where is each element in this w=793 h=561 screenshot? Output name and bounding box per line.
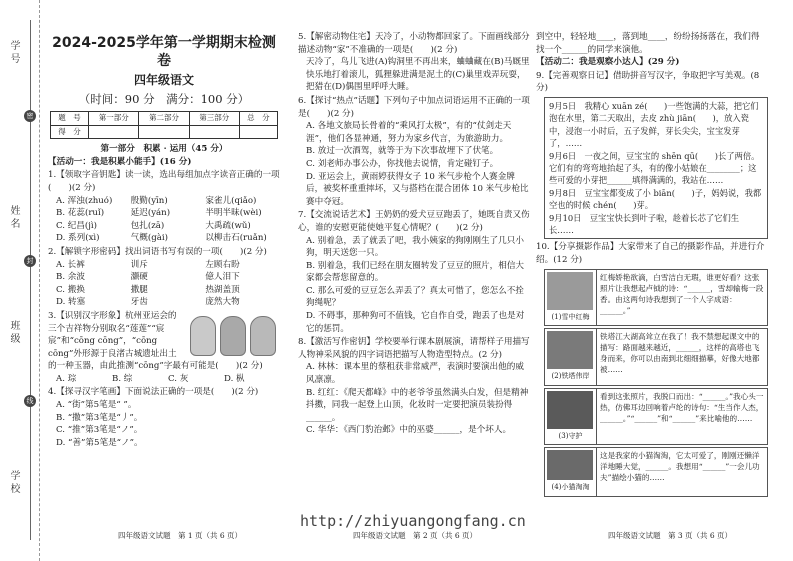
question-8-tail: 到空中，轻轻地____，落到地____，纷纷扬扬落在，我们得找一个______的同学来演他。 xyxy=(536,32,760,55)
option: A. 浑浊(zhuó) xyxy=(56,195,113,206)
option: A. 长裤 xyxy=(56,259,85,270)
seal-marker-feng: 封 xyxy=(24,255,36,267)
option: C. 搬换 xyxy=(56,284,85,295)
tower-photo xyxy=(547,331,593,369)
score-cell: 得 分 xyxy=(51,125,89,139)
option: B. 花蕊(ruǐ) xyxy=(56,208,105,219)
question-5: 5.【解密动物住宅】天冷了，小动物都回家了。下面画线部分描述动物“家”不准确的一项是( )(2 分) xyxy=(298,32,530,55)
score-cell: 题 号 xyxy=(51,112,89,126)
option: 气概(gài) xyxy=(130,233,168,244)
option: C. 纪昌(jì) xyxy=(56,220,98,231)
seal-line xyxy=(30,20,31,540)
option: D. 枞 xyxy=(224,373,245,384)
photo-item xyxy=(544,388,768,446)
question-6-option: A. 各地文旅局长骨着的“乘风打太极”，有的“仗剑走天涯”，他们各显神通，努力为家乡代言，为旅游助力。 xyxy=(306,121,512,144)
photo-caption: (3)守护 xyxy=(558,431,583,440)
option: 億人泪下 xyxy=(205,272,240,283)
score-header-row xyxy=(51,112,278,126)
question-4-option: D. “善”第5笔是“ノ”。 xyxy=(56,437,143,448)
name-label: 姓 名 xyxy=(8,205,19,229)
option: D. 转塞 xyxy=(56,297,86,308)
mascots-image xyxy=(188,312,280,360)
option: D. 系列(xì) xyxy=(56,233,100,244)
question-2-options xyxy=(48,259,280,309)
exam-time: （时间：90 分 满分：100 分） xyxy=(78,92,250,106)
question-4-option: C. “推”第3笔是“ノ”。 xyxy=(56,425,143,436)
question-7-option: C. 那么可爱的豆豆怎么弄丢了？真太可惜了，您怎么不拴狗绳呢？ xyxy=(306,285,524,309)
option: 延迟(yán) xyxy=(130,208,171,219)
score-cell: 第一部分 xyxy=(89,112,139,126)
question-3-options xyxy=(48,373,280,386)
soldier-photo xyxy=(547,391,593,429)
question-4-option: B. “撒”第3笔是“丿”。 xyxy=(56,412,143,423)
exam-subtitle: 四年级语文 xyxy=(133,73,194,87)
part-heading: 第一部分 积累 · 运用（45 分） xyxy=(100,144,228,155)
option: C. 灰 xyxy=(168,373,189,384)
score-value-row xyxy=(51,125,278,139)
mascot-figure xyxy=(250,316,276,356)
photo-caption: (4)小猫淘淘 xyxy=(551,483,590,492)
page-3-footer: 四年级语文试题 第 3 页（共 6 页） xyxy=(607,531,733,540)
question-6: 6.【探讨“热点”话题】下列句子中加点词语运用不正确的一项是( )(2 分) xyxy=(298,95,530,119)
watermark-url: http://zhiyuangongfang.cn xyxy=(300,512,526,530)
option: 左顾右盼 xyxy=(205,259,240,270)
question-7-option: D. 不碍事，那种狗可不值钱，它自作自受，跑丢了也是对它的惩罚。 xyxy=(306,311,525,334)
option: B. 综 xyxy=(112,373,133,384)
score-input-cell[interactable] xyxy=(239,125,277,139)
photo-description: 红梅娇艳欲滴，白雪洁白无瑕，谁更好看？这张照片让我想起卢钺的诗：“______，雪却输梅一段香。由这两句诗我想到了一个人字成语：______。” xyxy=(600,272,764,315)
question-4: 4.【探寻汉字笔画】下面说法正确的一项是( )(2 分) xyxy=(48,387,259,398)
question-7-option: A. 别着急，丢了就丢了吧，我小姨家的狗刚刚生了几只小狗，明天送您一只。 xyxy=(306,235,524,259)
photo-item xyxy=(544,447,768,497)
diary-entry: 9月8日 豆宝宝都变成了小 biān( )子，妈妈说，我都空也的时候 chén( )芽。 xyxy=(549,187,762,211)
seal-marker-mi: 密 xyxy=(24,110,36,122)
photo-frame xyxy=(545,389,597,445)
question-8-option: C. 华华：《西门豹治邺》中的巫婆______，是个坏人。 xyxy=(306,425,512,436)
diary-entry: 9月5日 我精心 xuān zé( )一些饱满的大蒜，把它们泡在水里，第二天取出，去皮 zhù jiān( )，放入瓷中，浸泡一小时后，五子发鲜，芽长尖尖，宝宝发芽了，…… xyxy=(549,100,759,149)
option: 以柳击石(ruǎn) xyxy=(205,233,267,244)
question-9: 9.【完善观察日记】借助拼音写汉字，争取把字写美观。(8 分) xyxy=(536,70,760,94)
option: 半明半昧(wèi) xyxy=(205,208,262,219)
option: 热湖盖顶 xyxy=(205,284,240,295)
diary-entry: 9月6日 一夜之间，豆宝宝的 shēn qū( )长了两倍。它们有的弯弯地抬起了头，有的像小姑娘在________；这些可爱的小芽把______填得满满的，我站在…… xyxy=(549,150,760,186)
photo-item xyxy=(544,269,768,327)
plum-photo xyxy=(547,272,593,310)
question-8-option: B. 红红：《爬天都峰》中的老爷爷虽然满头白发，但是精神抖擞，同我一起登上山顶，化妆时一定要把演员装扮得______。 xyxy=(306,387,529,423)
activity-heading-2: 【活动二：我是观察小达人】(29 分) xyxy=(536,57,680,68)
score-input-cell[interactable] xyxy=(89,125,139,139)
question-1-options xyxy=(48,195,280,245)
seal-marker-xian: 线 xyxy=(24,395,36,407)
photo-description: 铁塔江大湖高耸立在我了！我不禁想起课文中的描写：路面越来越近，______，这样的高塔也飞身而来，你可以由南到北细细描摹，好像大地都被…… xyxy=(600,332,760,375)
score-cell: 第二部分 xyxy=(139,112,189,126)
question-8-option: A. 林林：课本里的蔡租获非常威严，表演时要演出他的威风凛凛。 xyxy=(306,362,524,386)
mascot-figure xyxy=(190,316,216,356)
question-2: 2.【解锁字形密码】找出词语书写有误的一项( )(2 分) xyxy=(48,246,267,257)
option: A. 琮 xyxy=(56,373,77,384)
photo-frame xyxy=(545,270,597,326)
exam-title: 2024-2025学年第一学期期末检测卷 xyxy=(52,35,276,69)
photo-description: 这是我家的小猫淘淘，它太可爱了，刚刚还懒洋洋地睡大觉，______。我想用“______”一会儿功夫”描绘小猫的…… xyxy=(600,451,760,483)
question-3-text: 3.【识别汉字形象】杭州亚运会的三个吉祥物分别取名“莲莲”“宸宸”和“cōng cōng”，“cōng cōng”外形源于良渚古城遗址出土的一种玉器，由此推测“cōng”字最有可能是( )(2 分) xyxy=(48,310,263,372)
option: 庞然大物 xyxy=(205,297,240,308)
photo-caption: (2)铁塔伟岸 xyxy=(551,372,590,381)
option: 家雀儿(qiǎo) xyxy=(205,195,257,206)
question-5-passage: 天冷了，鸟儿飞进(A)钩洞里不再出来，蛐蛐藏在(B)马厩里快乐地打着滚儿，狐狸躲进满是泥土的(C)巢里戏弄玩耍，把猎在(D)偶围里呼呼大睡。 xyxy=(306,57,530,93)
score-input-cell[interactable] xyxy=(189,125,239,139)
question-4-option: A. “街”第5笔是“ ”。 xyxy=(56,400,137,411)
diary-entry: 9月10日 豆宝宝快长到叶子啦，趁着长芯了它们生长…… xyxy=(549,212,740,236)
question-7: 7.【交流说话艺术】王奶奶的爱犬豆豆跑丢了，她既自责又伤心，谁的安慰更能使她平复心情呢？( )(2 分) xyxy=(298,210,530,233)
score-cell: 第三部分 xyxy=(189,112,239,126)
score-input-cell[interactable] xyxy=(139,125,189,139)
photo-item xyxy=(544,328,768,386)
option: 撒腿 xyxy=(130,284,148,295)
student-id-label: 学 号 xyxy=(8,40,19,64)
cat-photo xyxy=(547,450,593,480)
class-label: 班 级 xyxy=(8,320,19,344)
page-3-column xyxy=(536,30,768,497)
question-8: 8.【激活写作密钥】学校要举行课本剧展演，请帮样子用描写人物神采风貌的四字词语把描写人物造型特点。(2 分) xyxy=(298,337,530,360)
activity-heading: 【活动一：我是积累小能手】(16 分) xyxy=(48,156,192,167)
question-3 xyxy=(48,310,280,373)
page-1-column xyxy=(48,34,280,449)
score-cell: 总 分 xyxy=(239,112,277,126)
mascot-figure xyxy=(220,316,246,356)
option: 大禹疏(wǔ) xyxy=(205,220,251,231)
page-2-column xyxy=(298,30,530,437)
binding-strip xyxy=(0,0,40,561)
option: 训斥 xyxy=(130,259,148,270)
school-label: 学 校 xyxy=(8,470,19,494)
photo-description: 看到这张照片，我脱口而出：“______。”我心头一热，仿佛耳边回响着卢纶的诗句：“生当作人杰，______。”“______”和“______”来比喻他的…… xyxy=(600,391,764,423)
option: B. 余波 xyxy=(56,272,85,283)
question-10: 10.【分享摄影作品】大家带来了自己的摄影作品，并进行介绍。(12 分) xyxy=(536,242,765,266)
score-table xyxy=(50,111,278,139)
option: 灏硬 xyxy=(130,272,148,283)
question-6-option: C. 刘老师办事公办，你找他去说情，肯定碰钉子。 xyxy=(306,158,499,169)
question-6-option: D. 亚运会上，黄雨婷获得女子 10 米气步枪个人赛金牌后，被奖杯重重摔坏，又与搭档在混合团体 10 米气步枪比赛中夺冠。 xyxy=(306,171,529,207)
photo-caption: (1)雪中红梅 xyxy=(551,312,590,321)
question-7-option: B. 别着急，我们已经在朋友圈转发了豆豆的照片，相信大家都会帮您留意的。 xyxy=(306,260,525,284)
option: 牙齿 xyxy=(130,297,148,308)
option: 殷勤(yīn) xyxy=(130,195,168,206)
photo-frame xyxy=(545,329,597,385)
option: 包扎(zā) xyxy=(130,220,165,231)
question-1: 1.【领取字音钥匙】读一读，选出每组加点字读音正确的一项( )(2 分) xyxy=(48,170,280,193)
photo-frame xyxy=(545,448,597,496)
question-6-option: B. 放过一次酒驾，就等于为下次事故埋下了伏笔。 xyxy=(306,146,499,157)
page-2-footer: 四年级语文试题 第 2 页（共 6 页） xyxy=(352,531,478,540)
page-1-footer: 四年级语文试题 第 1 页（共 6 页） xyxy=(117,531,243,540)
observation-diary xyxy=(544,97,768,239)
